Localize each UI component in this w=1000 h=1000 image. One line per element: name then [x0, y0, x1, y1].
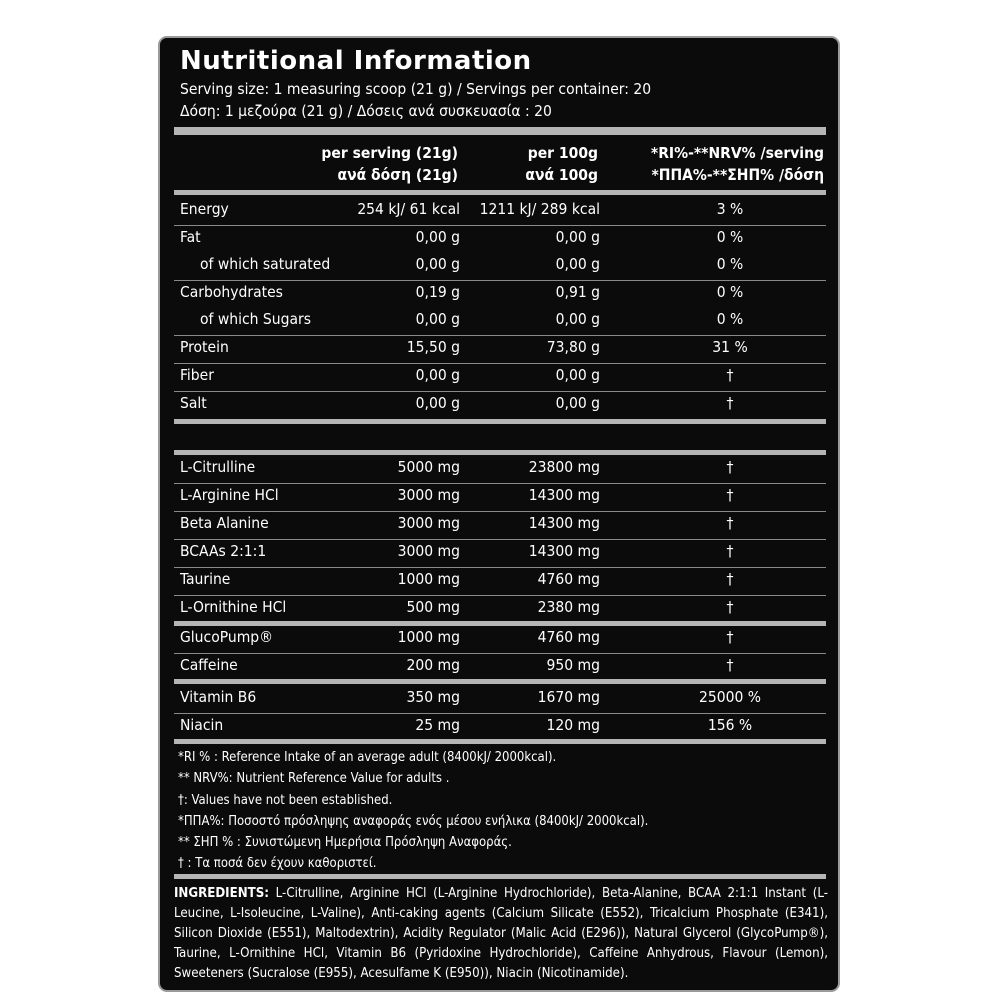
ri-value: 0 %: [716, 255, 744, 273]
header-per-100g-en: per 100g: [527, 144, 598, 162]
ingredient-name: Taurine: [180, 570, 231, 588]
ri-value: †: [726, 598, 734, 616]
per-100g-value: 1211 kJ/ 289 kcal: [479, 200, 600, 218]
footnote: † : Τα ποσά δεν έχουν καθοριστεί.: [178, 856, 377, 871]
header-ri-en: *RI%-**NRV% /serving: [650, 144, 824, 162]
table-row: [160, 336, 840, 363]
nutrient-name: Salt: [180, 394, 207, 412]
table-row: [160, 512, 840, 539]
per-100g-value: 23800 mg: [528, 458, 600, 476]
ingredient-name: Niacin: [180, 716, 224, 734]
ingredient-name: GlucoPump®: [180, 628, 274, 646]
header-per-serving: [321, 142, 458, 186]
header-ri: [651, 142, 824, 186]
ingredient-name: BCAAs 2:1:1: [180, 542, 267, 560]
per-serving-value: 254 kJ/ 61 kcal: [357, 200, 460, 218]
table-row: [160, 198, 840, 225]
divider: [174, 127, 826, 135]
nutrient-name: Protein: [180, 338, 229, 356]
ri-value: †: [726, 542, 734, 560]
per-serving-value: 0,19 g: [415, 283, 460, 301]
table-row: [160, 626, 840, 653]
per-serving-value: 5000 mg: [397, 458, 460, 476]
per-serving-value: 1000 mg: [397, 628, 460, 646]
header-per-serving-en: per serving (21g): [321, 144, 458, 162]
header-ri-gr: *ΠΠΑ%-**ΣΗΠ% /δόση: [651, 166, 824, 184]
panel-title: Nutritional Information: [180, 46, 532, 76]
table-row: [160, 484, 840, 511]
ri-value: 0 %: [716, 228, 744, 246]
table-row: [160, 253, 840, 280]
per-100g-value: 1670 mg: [537, 688, 600, 706]
nutrition-panel: [158, 36, 840, 992]
ingredient-name: L-Arginine HCl: [180, 486, 279, 504]
ri-value: 3 %: [716, 200, 744, 218]
ingredients-label: INGREDIENTS:: [174, 886, 270, 901]
ingredient-name: Vitamin B6: [180, 688, 257, 706]
per-100g-value: 950 mg: [546, 656, 600, 674]
header-per-100g: [525, 142, 598, 186]
ri-value: †: [726, 514, 734, 532]
ingredients-block: [174, 884, 828, 984]
ri-value: †: [726, 458, 734, 476]
serving-info-en: Serving size: 1 measuring scoop (21 g) / Servings per container: 20: [180, 80, 652, 98]
ingredient-name: L-Ornithine HCl: [180, 598, 287, 616]
table-row: [160, 568, 840, 595]
per-100g-value: 0,91 g: [555, 283, 600, 301]
per-100g-value: 0,00 g: [555, 255, 600, 273]
table-row: [160, 714, 840, 741]
per-serving-value: 0,00 g: [415, 228, 460, 246]
ingredient-name: Caffeine: [180, 656, 238, 674]
nutrient-name: Fiber: [180, 366, 214, 384]
table-row: [160, 540, 840, 567]
per-100g-value: 0,00 g: [555, 310, 600, 328]
footnote: ** ΣΗΠ % : Συνιστώμενη Ημερήσια Πρόσληψη Αναφοράς.: [178, 835, 512, 850]
header-per-serving-gr: ανά δόση (21g): [337, 166, 458, 184]
header-per-100g-gr: ανά 100g: [525, 166, 598, 184]
nutrient-name: of which Sugars: [200, 310, 312, 328]
per-100g-value: 2380 mg: [537, 598, 600, 616]
per-serving-value: 15,50 g: [406, 338, 460, 356]
ri-value: †: [726, 656, 734, 674]
per-100g-value: 14300 mg: [528, 542, 600, 560]
divider: [174, 190, 826, 195]
table-row: [160, 654, 840, 681]
footnote: ** NRV%: Nutrient Reference Value for adults .: [178, 771, 450, 786]
per-serving-value: 0,00 g: [415, 255, 460, 273]
ri-value: †: [726, 394, 734, 412]
divider: [174, 450, 826, 455]
per-serving-value: 200 mg: [406, 656, 460, 674]
ingredient-name: Beta Alanine: [180, 514, 269, 532]
table-row: [160, 596, 840, 623]
divider: [174, 419, 826, 424]
table-row: [160, 226, 840, 253]
per-serving-value: 0,00 g: [415, 310, 460, 328]
per-serving-value: 0,00 g: [415, 366, 460, 384]
table-row: [160, 308, 840, 335]
ri-value: 25000 %: [698, 688, 762, 706]
ri-value: †: [726, 628, 734, 646]
ri-value: 0 %: [716, 310, 744, 328]
per-serving-value: 3000 mg: [397, 542, 460, 560]
table-row: [160, 392, 840, 419]
table-row: [160, 364, 840, 391]
per-serving-value: 0,00 g: [415, 394, 460, 412]
nutrient-name: Fat: [180, 228, 201, 246]
ingredients-text: L-Citrulline, Arginine HCl (L-Arginine Hydrochloride), Beta-Alanine, BCAA 2:1:1 Instant (L-Leucine, L-Isoleucine, L-Valine), Anti-caking agents (Calcium Silicate (E552), Tricalcium Phosphate (E341), Silicon Dioxide (E551), Maltodextrin), Acidity Regulator (Malic Acid (E296)), Natural Glycerol (GlycoPump®), Taurine, L-Ornithine HCl, Vitamin B6 (Pyridoxine Hydrochloride), Caffeine Anhydrous, Flavour (Lemon), Sweeteners (Sucralose (E955), Acesulfame K (E950)), Niacin (Nicotinamide).: [174, 886, 828, 981]
per-serving-value: 25 mg: [415, 716, 460, 734]
per-serving-value: 500 mg: [406, 598, 460, 616]
ri-value: 0 %: [716, 283, 744, 301]
footnote: *ΠΠΑ%: Ποσοστό πρόσληψης αναφοράς ενός μέσου ενήλικα (8400kJ/ 2000kcal).: [178, 814, 649, 829]
table-row: [160, 281, 840, 308]
per-100g-value: 0,00 g: [555, 366, 600, 384]
per-100g-value: 120 mg: [546, 716, 600, 734]
divider: [174, 874, 826, 879]
per-serving-value: 1000 mg: [397, 570, 460, 588]
footnote: †: Values have not been established.: [178, 793, 393, 808]
nutrient-name: of which saturated: [200, 255, 331, 273]
nutrient-name: Carbohydrates: [180, 283, 283, 301]
ri-value: 156 %: [707, 716, 753, 734]
ingredient-name: L-Citrulline: [180, 458, 256, 476]
ri-value: †: [726, 570, 734, 588]
per-100g-value: 0,00 g: [555, 394, 600, 412]
per-100g-value: 73,80 g: [546, 338, 600, 356]
per-serving-value: 350 mg: [406, 688, 460, 706]
per-100g-value: 4760 mg: [537, 570, 600, 588]
per-100g-value: 14300 mg: [528, 514, 600, 532]
table-row: [160, 456, 840, 483]
ri-value: 31 %: [712, 338, 748, 356]
per-serving-value: 3000 mg: [397, 486, 460, 504]
ri-value: †: [726, 486, 734, 504]
table-row: [160, 686, 840, 713]
nutrient-name: Energy: [180, 200, 229, 218]
per-100g-value: 4760 mg: [537, 628, 600, 646]
divider: [174, 679, 826, 684]
per-100g-value: 14300 mg: [528, 486, 600, 504]
per-100g-value: 0,00 g: [555, 228, 600, 246]
per-serving-value: 3000 mg: [397, 514, 460, 532]
serving-info-gr: Δόση: 1 μεζούρα (21 g) / Δόσεις ανά συσκευασία : 20: [180, 102, 552, 120]
divider: [174, 739, 826, 744]
ri-value: †: [726, 366, 734, 384]
footnote: *RI % : Reference Intake of an average adult (8400kJ/ 2000kcal).: [178, 750, 557, 765]
